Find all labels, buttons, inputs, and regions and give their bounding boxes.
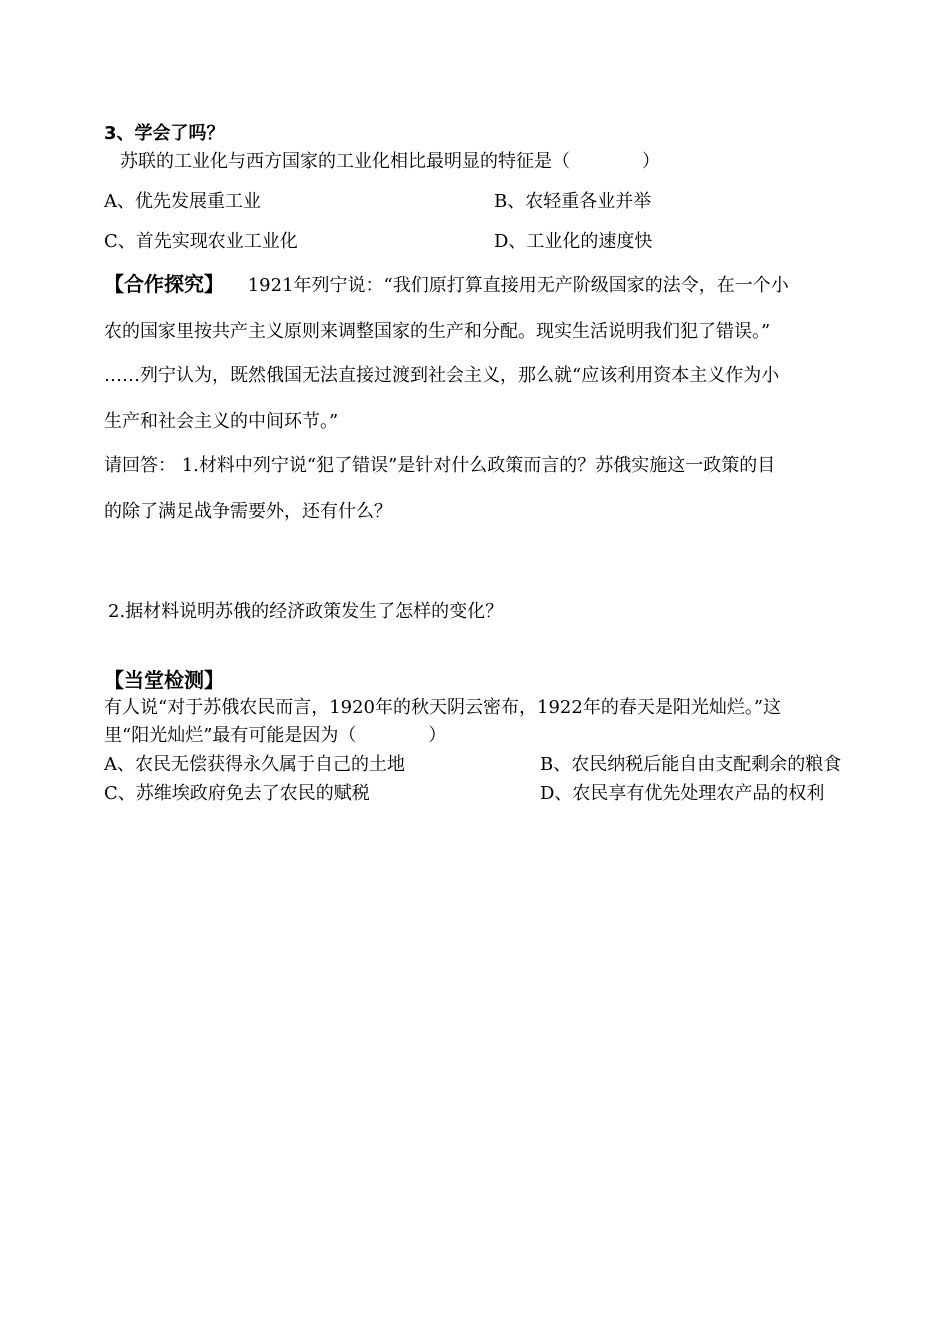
classcheck-option-c: C、苏维埃政府免去了农民的赋税 xyxy=(104,783,370,804)
cooperation-q1-line1: 请回答： 1.材料中列宁说“犯了错误”是针对什么政策而言的？苏俄实施这一政策的目 xyxy=(104,455,776,476)
classcheck-options-row1 xyxy=(104,753,842,777)
classcheck-option-b: B、农民纳税后能自由支配剩余的粮食 xyxy=(540,754,842,775)
classcheck-heading: 【当堂检测】 xyxy=(104,668,224,692)
classcheck-line2: 里“阳光灿烂”最有可能是因为（ ） xyxy=(104,725,447,746)
cooperation-heading: 【合作探究】 xyxy=(104,272,224,296)
cooperation-line1-row xyxy=(104,272,789,298)
section3-option-c: C、首先实现农业工业化 xyxy=(104,231,298,252)
cooperation-line1: 1921年列宁说：“我们原打算直接用无产阶级国家的法令，在一个小 xyxy=(247,275,789,296)
cooperation-line2: 农的国家里按共产主义原则来调整国家的生产和分配。现实生活说明我们犯了错误。” xyxy=(104,321,771,342)
section3-option-b: B、农轻重各业并举 xyxy=(494,191,652,212)
section3-options-row1 xyxy=(104,190,652,214)
classcheck-option-d: D、农民享有优先处理农产品的权利 xyxy=(540,783,825,804)
section3-option-d: D、工业化的速度快 xyxy=(494,231,653,252)
cooperation-line4: 生产和社会主义的中间环节。” xyxy=(104,411,339,432)
classcheck-line1: 有人说“对于苏俄农民而言，1920年的秋天阴云密布，1922年的春天是阳光灿烂。”这 xyxy=(104,697,782,718)
section3-options-row2 xyxy=(104,230,653,254)
cooperation-line3: ……列宁认为，既然俄国无法直接过渡到社会主义，那么就“应该利用资本主义作为小 xyxy=(104,365,780,386)
cooperation-q1-line2: 的除了满足战争需要外，还有什么？ xyxy=(104,501,392,522)
classcheck-option-a: A、农民无偿获得永久属于自己的土地 xyxy=(104,754,405,775)
classcheck-options-row2 xyxy=(104,782,825,806)
section3-title: 3、学会了吗？ xyxy=(104,123,225,144)
section3-option-a: A、优先发展重工业 xyxy=(104,191,261,212)
section3-question: 苏联的工业化与西方国家的工业化相比最明显的特征是（ ） xyxy=(120,151,660,172)
cooperation-q2: 2.据材料说明苏俄的经济政策发生了怎样的变化？ xyxy=(108,601,504,622)
